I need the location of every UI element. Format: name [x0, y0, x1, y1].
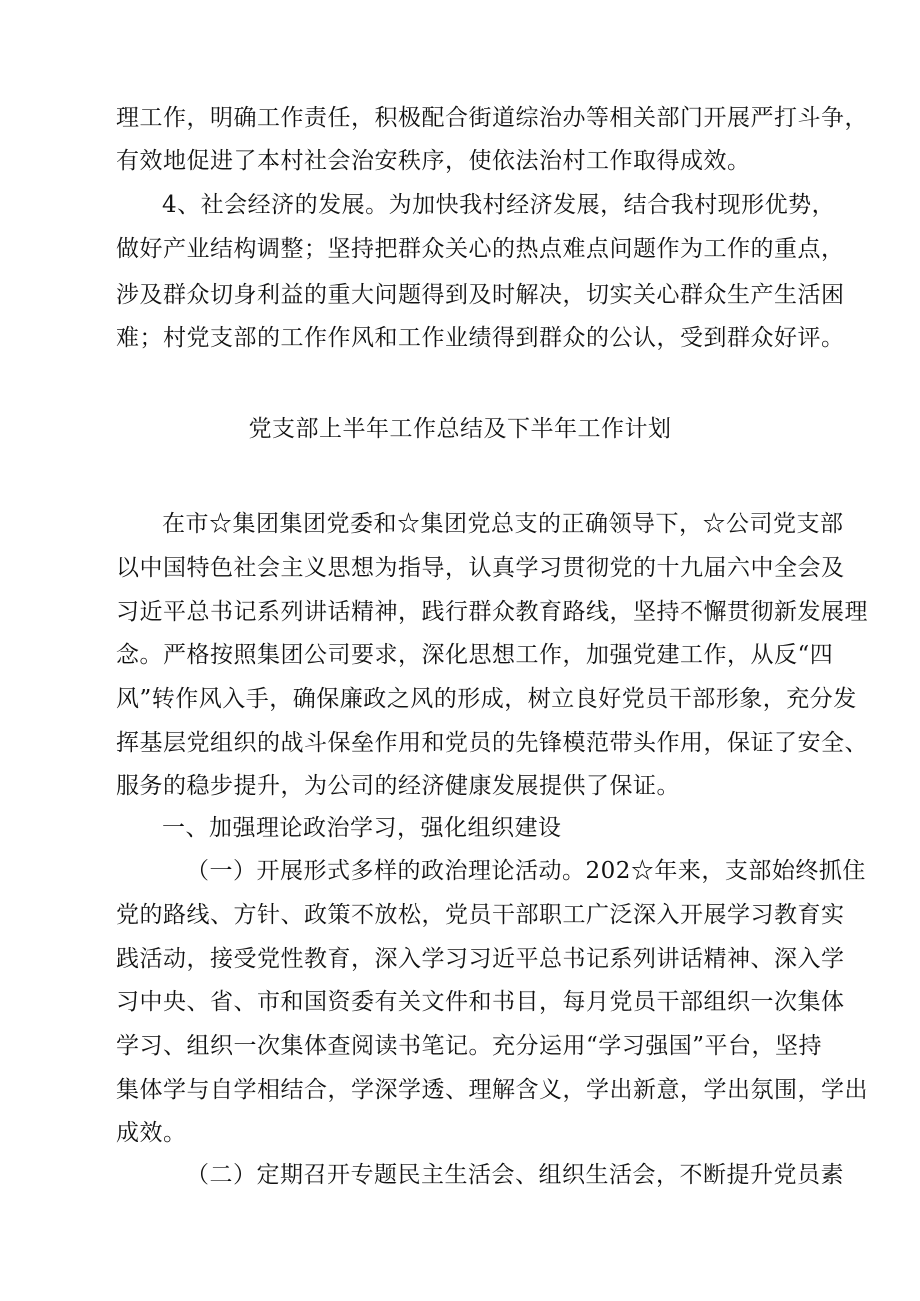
paragraph-line: 以中国特色社会主义思想为指导，认真学习贯彻党的十九届六中全会及: [116, 555, 845, 581]
paragraph-line: 挥基层党组织的战斗保垒作用和党员的先锋模范带头作用，保证了安全、: [116, 730, 868, 756]
paragraph-line: 学习、组织一次集体查阅读书笔记。充分运用“学习强国”平台，坚持: [116, 1033, 823, 1059]
paragraph-line: 风”转作风入手，确保廉政之风的形成，树立良好党员干部形象，充分发: [116, 686, 857, 712]
paragraph-line: 在市☆集团集团党委和☆集团党总支的正确领导下，☆公司党支部: [162, 511, 844, 537]
document-title: 党支部上半年工作总结及下半年工作计划: [248, 416, 672, 442]
paragraph-line: （二）定期召开专题民主生活会、组织生活会，不断提升党员素: [186, 1162, 844, 1188]
paragraph-line: 4、社会经济的发展。为加快我村经济发展，结合我村现形优势，: [162, 192, 836, 218]
paragraph-line: 集体学与自学相结合，学深学透、理解含义，学出新意，学出氛围，学出: [116, 1077, 868, 1103]
paragraph-line: （一）开展形式多样的政治理论活动。202☆年来，支部始终抓住: [186, 858, 866, 884]
paragraph-line: 涉及群众切身利益的重大问题得到及时解决，切实关心群众生产生活困: [116, 282, 845, 308]
paragraph-line: 服务的稳步提升，为公司的经济健康发展提供了保证。: [116, 773, 680, 799]
paragraph-line: 党的路线、方针、政策不放松，党员干部职工广泛深入开展学习教育实: [116, 902, 845, 928]
paragraph-line: 难；村党支部的工作作风和工作业绩得到群众的公认，受到群众好评。: [116, 325, 845, 351]
paragraph-line: 践活动，接受党性教育，深入学习习近平总书记系列讲话精神、深入学: [116, 946, 845, 972]
paragraph-line: 做好产业结构调整；坚持把群众关心的热点难点问题作为工作的重点，: [116, 236, 845, 262]
section-heading: 一、加强理论政治学习，强化组织建设: [162, 815, 562, 841]
paragraph-line: 有效地促进了本村社会治安秩序，使依法治村工作取得成效。: [116, 148, 751, 174]
paragraph-line: 成效。: [116, 1120, 187, 1146]
paragraph-line: 念。严格按照集团公司要求，深化思想工作，加强党建工作，从反“四: [116, 642, 834, 668]
paragraph-line: 习中央、省、市和国资委有关文件和书目，每月党员干部组织一次集体: [116, 989, 845, 1015]
paragraph-line: 理工作，明确工作责任，积极配合街道综治办等相关部门开展严打斗争，: [116, 105, 868, 131]
paragraph-line: 习近平总书记系列讲话精神，践行群众教育路线，坚持不懈贯彻新发展理: [116, 599, 868, 625]
